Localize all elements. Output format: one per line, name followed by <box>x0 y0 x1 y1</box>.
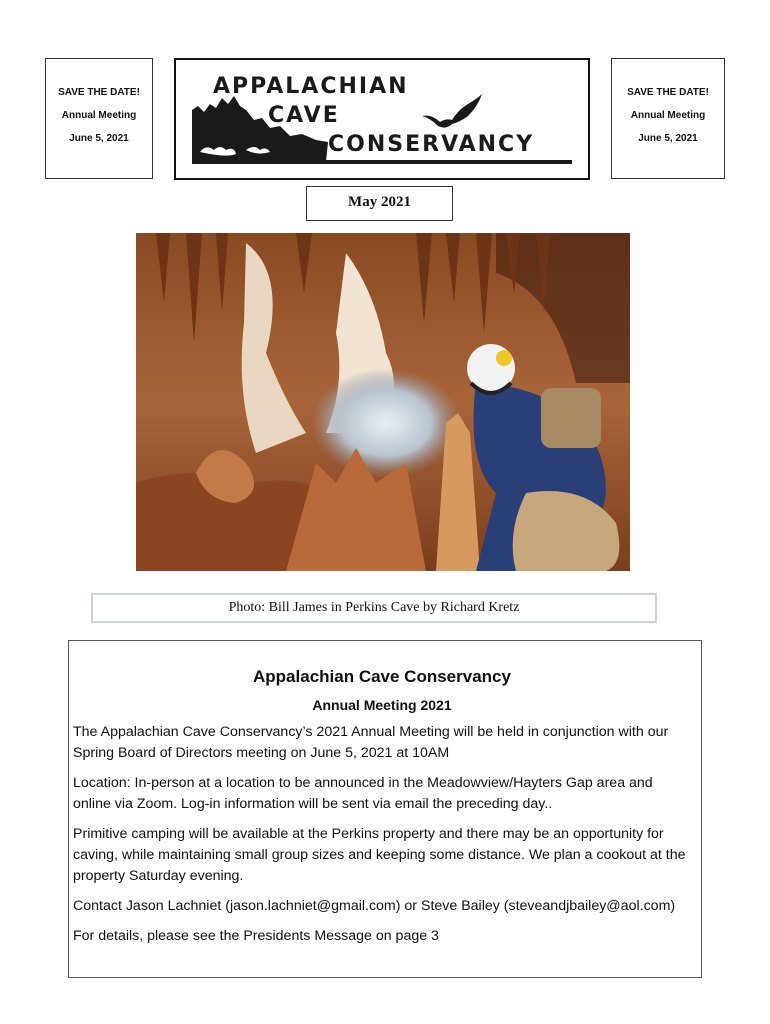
annual-meeting-article <box>68 640 702 978</box>
article-paragraph: For details, please see the Presidents Message on page 3 <box>73 928 439 944</box>
save-the-date-heading: SAVE THE DATE! <box>58 87 140 98</box>
save-the-date-heading: SAVE THE DATE! <box>627 87 709 98</box>
save-the-date-box-right <box>611 58 725 179</box>
bat-icon <box>422 94 482 128</box>
article-title: Appalachian Cave Conservancy <box>253 667 511 686</box>
article-paragraph: Primitive camping will be available at the Perkins property and there may be an opportunity for caving, while maintaining small group sizes and keeping some distance. We plan a cookout at the property Saturday evening. <box>73 826 686 884</box>
save-the-date-date: June 5, 2021 <box>69 133 129 144</box>
article-paragraph: Contact Jason Lachniet (jason.lachniet@gmail.com) or Steve Bailey (steveandjbailey@aol.com) <box>73 898 676 914</box>
photo-caption: Photo: Bill James in Perkins Cave by Richard Kretz <box>91 593 657 623</box>
cave-photo-illustration <box>136 233 630 571</box>
article-paragraph: The Appalachian Cave Conservancy’s 2021 Annual Meeting will be held in conjunction with our Spring Board of Directors meeting on June 5, 2021 at 10AM <box>73 724 669 761</box>
organization-logo <box>174 58 590 180</box>
logo-line-2: CAVE <box>268 103 340 128</box>
article-paragraph: Location: In-person at a location to be announced in the Meadowview/Hayters Gap area and online via Zoom. Log-in information will be sent via email the preceding day.. <box>73 775 653 812</box>
save-the-date-box-left <box>45 58 153 179</box>
save-the-date-event: Annual Meeting <box>61 110 137 121</box>
cave-photo <box>136 233 630 571</box>
logo-line-1: APPALACHIAN <box>213 74 409 99</box>
issue-month: May 2021 <box>306 186 453 221</box>
logo-line-3: CONSERVANCY <box>328 132 535 157</box>
article-subtitle: Annual Meeting 2021 <box>312 697 452 713</box>
logo-underline <box>192 160 572 164</box>
save-the-date-date: June 5, 2021 <box>638 133 698 144</box>
save-the-date-event: Annual Meeting <box>630 110 706 121</box>
